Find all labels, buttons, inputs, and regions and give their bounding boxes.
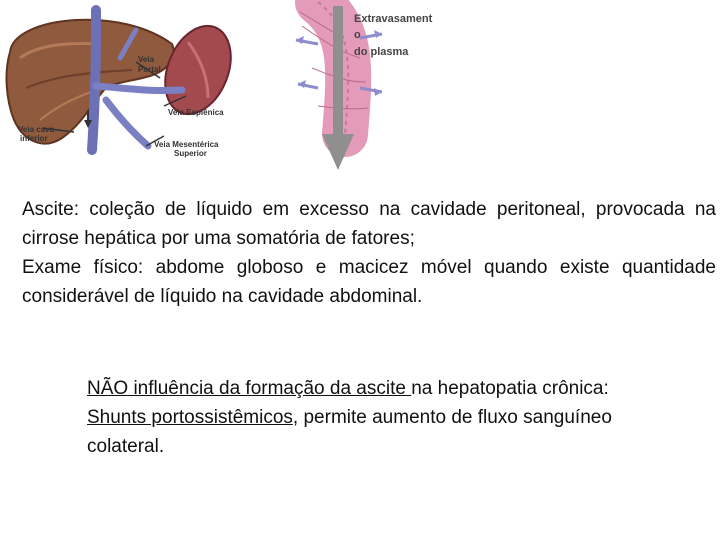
anatomy-figure — [0, 0, 452, 178]
extravasation-label-line1: Extravasament — [354, 13, 433, 25]
note-ending: , permite aumento de fluxo sanguíneo colateral. — [87, 407, 612, 457]
shunts-phrase: Shunts portossistêmicos — [87, 407, 293, 428]
physical-exam-text: Exame físico: abdome globoso e macicez móvel quando existe quantidade considerável de líquido na cavidade abdominal. — [22, 257, 716, 307]
portal-vein-label-line2: Portal — [138, 65, 161, 74]
note-context: na hepatopatia crônica: — [411, 378, 609, 399]
mesenteric-vein-label-line1: Veia Mesentérica — [154, 140, 219, 149]
portal-vein-label-line1: Veia — [138, 55, 155, 64]
vena-cava-label-line1: Veia cava — [18, 125, 55, 134]
anatomy-svg — [0, 0, 452, 178]
splenic-vein-label: Veia Esplênica — [168, 108, 224, 117]
extravasation-label-line3: do plasma — [354, 46, 409, 58]
note-underlined-phrase: NÃO influência da formação da ascite — [87, 378, 412, 399]
hepatopathy-note — [87, 374, 647, 461]
extravasation-label-line2: o — [354, 29, 361, 41]
vena-cava-label-line2: inferior — [20, 134, 48, 143]
mesenteric-vein-label-line2: Superior — [174, 149, 207, 158]
ascite-definition: Ascite: coleção de líquido em excesso na cavidade peritoneal, provocada na cirrose hepática por uma somatória de fatores; — [22, 199, 716, 249]
